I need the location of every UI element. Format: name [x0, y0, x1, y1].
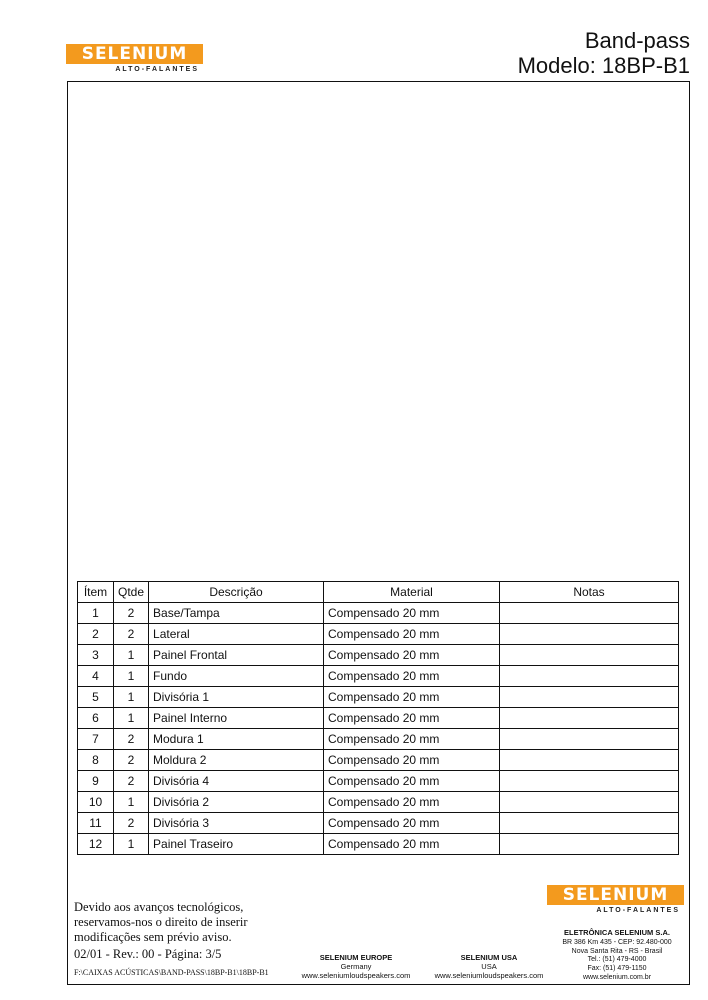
cell-material: Compensado 20 mm: [324, 687, 500, 708]
cell-material: Compensado 20 mm: [324, 729, 500, 750]
cell-material: Compensado 20 mm: [324, 834, 500, 855]
cell-notas: [500, 687, 679, 708]
cell-descricao: Painel Traseiro: [149, 834, 324, 855]
cell-notas: [500, 603, 679, 624]
table-row: [78, 666, 679, 687]
cell-qtde: 2: [114, 603, 149, 624]
col-item: Ítem: [78, 582, 114, 603]
cell-qtde: 1: [114, 792, 149, 813]
cell-material: Compensado 20 mm: [324, 771, 500, 792]
cell-item: 9: [78, 771, 114, 792]
revision-info: 02/01 - Rev.: 00 - Página: 3/5: [74, 947, 222, 961]
table-row: [78, 834, 679, 855]
cell-material: Compensado 20 mm: [324, 792, 500, 813]
cell-item: 8: [78, 750, 114, 771]
cell-item: 4: [78, 666, 114, 687]
cell-notas: [500, 792, 679, 813]
logo-tagline: ALTO-FALANTES: [596, 907, 680, 914]
col-material: Material: [324, 582, 500, 603]
cell-notas: [500, 750, 679, 771]
table-row: [78, 687, 679, 708]
cell-notas: [500, 645, 679, 666]
cell-qtde: 2: [114, 771, 149, 792]
logo-wordmark: SELENIUM: [66, 44, 203, 64]
file-path: F:\CAIXAS ACÚSTICAS\BAND-PASS\18BP-B1\18BP-B1: [74, 968, 269, 977]
cell-material: Compensado 20 mm: [324, 624, 500, 645]
cell-descricao: Divisória 2: [149, 792, 324, 813]
cell-material: Compensado 20 mm: [324, 666, 500, 687]
model-title: Modelo: 18BP-B1: [517, 53, 690, 78]
company-address: ELETRÔNICA SELENIUM S.A. BR 386 Km 435 - CEP: 92.480-000 Nova Santa Rita - RS - Brasil Tel.: (51) 479-4000 Fax: (51) 479-1150 www.selenium.com.br: [562, 928, 672, 981]
cell-qtde: 2: [114, 729, 149, 750]
cell-descricao: Painel Frontal: [149, 645, 324, 666]
cell-descricao: Divisória 4: [149, 771, 324, 792]
logo-tagline: ALTO-FALANTES: [115, 66, 199, 73]
cell-material: Compensado 20 mm: [324, 603, 500, 624]
cell-descricao: Divisória 3: [149, 813, 324, 834]
office-europe: SELENIUM EUROPE Germany www.seleniumloudspeakers.com: [301, 953, 411, 980]
cell-descricao: Moldura 2: [149, 750, 324, 771]
table-row: [78, 729, 679, 750]
cell-item: 11: [78, 813, 114, 834]
cell-item: 7: [78, 729, 114, 750]
cell-notas: [500, 771, 679, 792]
cell-notas: [500, 624, 679, 645]
cell-qtde: 2: [114, 750, 149, 771]
cell-descricao: Lateral: [149, 624, 324, 645]
cell-qtde: 2: [114, 813, 149, 834]
cell-item: 1: [78, 603, 114, 624]
cell-descricao: Painel Interno: [149, 708, 324, 729]
cell-descricao: Base/Tampa: [149, 603, 324, 624]
cell-notas: [500, 666, 679, 687]
table-row: [78, 603, 679, 624]
disclaimer: Devido aos avanços tecnológicos, reservamos-nos o direito de inserir modificações sem prévio aviso.: [74, 900, 248, 944]
cell-qtde: 1: [114, 834, 149, 855]
table-row: [78, 792, 679, 813]
cell-notas: [500, 834, 679, 855]
table-row: [78, 750, 679, 771]
cell-material: Compensado 20 mm: [324, 645, 500, 666]
cell-item: 10: [78, 792, 114, 813]
cell-item: 6: [78, 708, 114, 729]
table-row: [78, 813, 679, 834]
cell-qtde: 1: [114, 708, 149, 729]
logo-wordmark: SELENIUM: [547, 885, 684, 905]
office-usa: SELENIUM USA USA www.seleniumloudspeakers.com: [434, 953, 544, 980]
cell-item: 3: [78, 645, 114, 666]
cell-material: Compensado 20 mm: [324, 813, 500, 834]
col-notas: Notas: [500, 582, 679, 603]
cell-qtde: 2: [114, 624, 149, 645]
selenium-logo-bottom: [547, 885, 684, 914]
cell-notas: [500, 729, 679, 750]
cell-qtde: 1: [114, 666, 149, 687]
page-title: Band-pass: [584, 28, 690, 53]
selenium-logo-top: [66, 44, 203, 73]
col-descricao: Descrição: [149, 582, 324, 603]
cell-item: 5: [78, 687, 114, 708]
cell-descricao: Divisória 1: [149, 687, 324, 708]
drawing-area: [68, 82, 689, 577]
cell-material: Compensado 20 mm: [324, 708, 500, 729]
table-header-row: [78, 582, 679, 603]
drawing-frame: [67, 81, 690, 985]
table-row: [78, 771, 679, 792]
col-qtde: Qtde: [114, 582, 149, 603]
cell-item: 2: [78, 624, 114, 645]
table-row: [78, 708, 679, 729]
table-row: [78, 624, 679, 645]
cell-item: 12: [78, 834, 114, 855]
table-row: [78, 645, 679, 666]
cell-material: Compensado 20 mm: [324, 750, 500, 771]
cell-descricao: Modura 1: [149, 729, 324, 750]
cell-qtde: 1: [114, 645, 149, 666]
cell-qtde: 1: [114, 687, 149, 708]
parts-table: [77, 581, 679, 855]
cell-notas: [500, 813, 679, 834]
cell-descricao: Fundo: [149, 666, 324, 687]
cell-notas: [500, 708, 679, 729]
